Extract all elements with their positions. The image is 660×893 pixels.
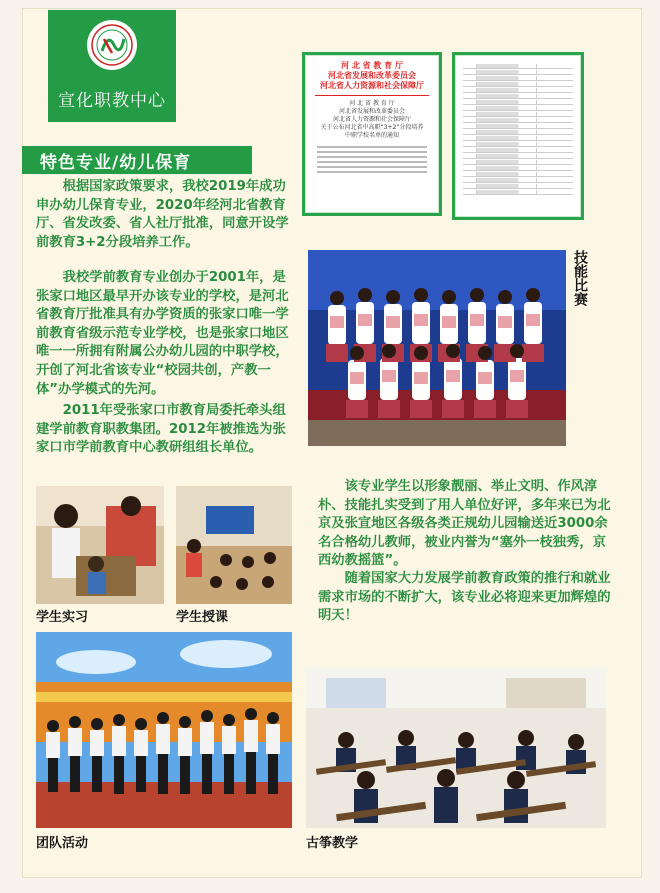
caption-skills-competition: 技能比赛 [572, 250, 588, 306]
caption-team-activity: 团队活动 [36, 836, 89, 851]
official-document-image [302, 52, 442, 216]
document-title: 河 北 省 教 育 厅 河北省发展和改革委员会 河北省人力资源和社会保障厅 关于公布河北省中高职“3+2”分段培养 中职学校名单的通知 [320, 100, 424, 139]
caption-teaching: 学生授课 [176, 610, 229, 625]
paragraph-reputation: 该专业学生以形象靓丽、举止文明、作风淳朴、技能扎实受到了用人单位好评，多年来已为北京及张宣地区各级各类正规幼儿园输送近3000余名合格幼儿教师，被业内誉为“塞外一枝独秀，京西幼教摇篮”。 [318, 479, 611, 569]
paragraph-history: 我校学前教育专业创办于2001年，是张家口地区最早开办该专业的学校，是河北省教育厅批准具有办学资质的张家口唯一学前教育省级示范专业学校，也是张家口地区唯一一所拥有附属公办幼儿园的中职学校，开创了河北省该专业“校园共创，产教一体”办学模式的先河。 [36, 270, 289, 397]
school-list-table-image [452, 52, 584, 220]
guzheng-teaching-photo [306, 668, 606, 828]
school-emblem-icon [87, 20, 137, 70]
paragraph-intro: 根据国家政策要求，我校2019年成功申办幼儿保育专业，2020年经河北省教育厅、省发改委、省人社厅批准，同意开设学前教育3+2分段培养工作。 [36, 179, 289, 250]
section-title: 特色专业/幼儿保育 [22, 146, 252, 174]
student-internship-photo [36, 486, 164, 604]
paragraph-group: 2011年受张家口市教育局委托牵头组建学前教育职教集团。2012年被推选为张家口市学前教育中心教研组组长单位。 [36, 403, 286, 456]
caption-guzheng: 古筝教学 [306, 836, 359, 851]
student-teaching-photo [176, 486, 292, 604]
paragraph-outlook: 随着国家大力发展学前教育政策的推行和就业需求市场的不断扩大，该专业必将迎来更加辉煌的明天！ [318, 571, 611, 624]
school-name: 宣化职教中心 [58, 91, 166, 111]
school-logo-block [48, 10, 176, 122]
document-header: 河 北 省 教 育 厅 河北省发展和改革委员会 河北省人力资源和社会保障厅 [320, 61, 424, 90]
skills-competition-photo [308, 250, 566, 446]
team-activity-photo [36, 632, 292, 828]
caption-internship: 学生实习 [36, 610, 89, 625]
